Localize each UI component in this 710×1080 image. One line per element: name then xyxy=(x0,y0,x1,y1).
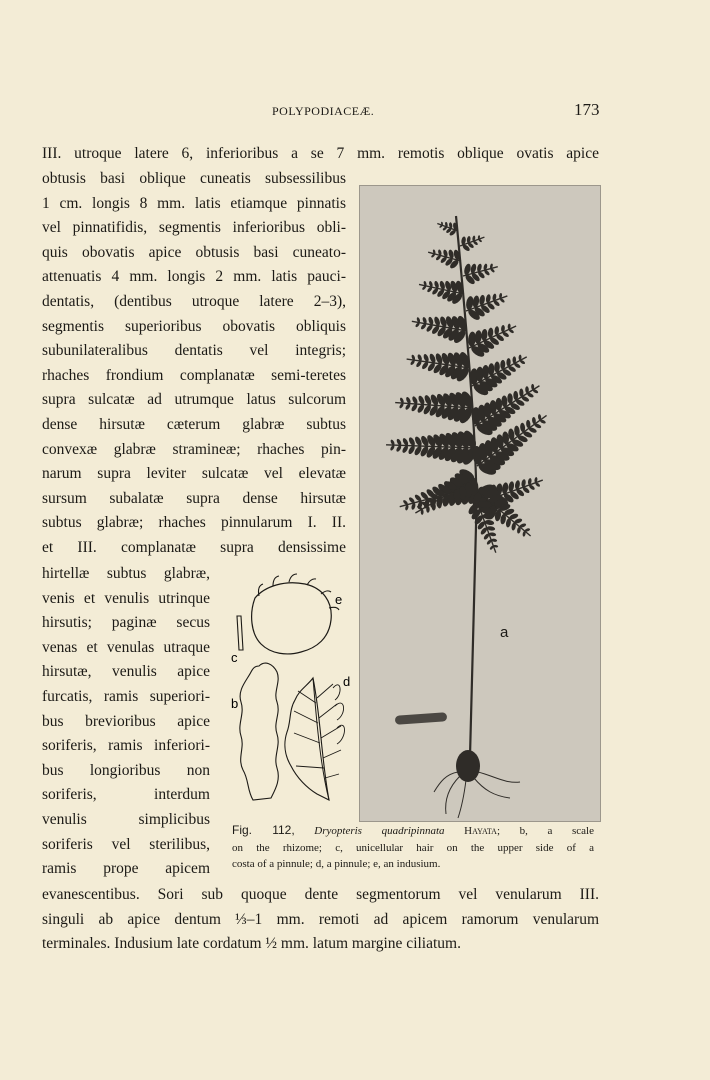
figure-caption-line-1 xyxy=(232,822,594,839)
text-line: quis obovatis apice obtusis basi cuneato- xyxy=(42,243,346,261)
text-line: rhaches frondium complanatæ semi-teretes xyxy=(42,366,346,384)
figure-caption-line-3: costa of a pinnule; d, a pinnule; e, an indusium. xyxy=(232,858,441,870)
text-line: segmentis superioribus obovatis obliquis xyxy=(42,317,346,335)
text-line: convexæ glabræ stramineæ; rhaches pin- xyxy=(42,440,346,458)
text-line: terminales. Indusium late cordatum ½ mm. latum margine ciliatum. xyxy=(42,935,461,953)
caption-rest: ; b, a scale xyxy=(496,825,594,837)
text-line: furcatis, ramis superiori- xyxy=(42,688,210,705)
text-line: hirtellæ subtus glabræ, xyxy=(42,565,210,582)
figure-caption-line-2: on the rhizome; c, unicellular hair on the upper side of a xyxy=(232,842,594,854)
text-line: venulis simplicibus xyxy=(42,811,210,828)
figure-number: Fig. 112, xyxy=(232,823,295,837)
text-line: dentatis, (dentibus utroque latere 2–3), xyxy=(42,293,346,310)
indusium-drawing xyxy=(252,583,332,654)
text-line: subtus glabræ; rhaches pinnularum I. II. xyxy=(42,514,346,532)
text-line: obtusis basi oblique cuneatis subsessilibus xyxy=(42,170,346,187)
species-author: Hayata xyxy=(464,825,497,837)
fern-photo-plate xyxy=(359,185,601,822)
text-line: subunilateralibus dentatis vel integris; xyxy=(42,342,346,360)
hair-drawing xyxy=(237,616,243,650)
text-line: ramis prope apicem xyxy=(42,860,210,878)
text-line: et III. complanatæ supra densissime xyxy=(42,539,346,556)
text-line: dense hirsutæ cæterum glabræ subtus xyxy=(42,416,346,433)
detail-drawings xyxy=(225,568,355,813)
text-line: bus brevioribus apice xyxy=(42,712,210,730)
page-number: 173 xyxy=(574,100,600,119)
figure-label-c: c xyxy=(231,650,238,665)
text-line: soriferis, interdum xyxy=(42,786,210,804)
text-line: III. utroque latere 6, inferioribus a se 7 mm. remotis oblique ovatis apice xyxy=(42,145,599,162)
text-line: narum supra leviter sulcatæ vel elevatæ xyxy=(42,465,346,483)
text-line: hirsutis; paginæ secus xyxy=(42,614,210,632)
text-line: sursum subalatæ supra dense hirsutæ xyxy=(42,489,346,507)
figure-label-e: e xyxy=(335,592,343,607)
pinnule-drawing xyxy=(285,678,329,800)
scale-drawing xyxy=(240,663,278,800)
text-line: attenuatis 4 mm. longis 2 mm. latis pauci- xyxy=(42,268,346,286)
text-line: vel pinnatifidis, segmentis inferioribus obli- xyxy=(42,219,346,237)
running-head: POLYPODIACEÆ. xyxy=(272,104,375,118)
text-line: venas et venulas utraque xyxy=(42,638,210,656)
text-line: singuli ab apice dentum ⅓–1 mm. remoti ad apicem ramorum venularum xyxy=(42,910,599,928)
species-name: Dryopteris quadripinnata xyxy=(314,825,445,837)
text-line: supra sulcatæ ad utrumque latus sulcorum xyxy=(42,391,346,409)
figure-label-d: d xyxy=(343,674,351,689)
figure-label-a: a xyxy=(500,624,509,641)
text-line: hirsutæ, venulis apice xyxy=(42,663,210,681)
text-line: venis et venulis utrinque xyxy=(42,589,210,607)
fern-frond-illustration xyxy=(360,186,600,821)
text-line: soriferis, ramis inferiori- xyxy=(42,737,210,755)
text-line: evanescentibus. Sori sub quoque dente segmentorum vel venularum III. xyxy=(42,886,599,903)
text-line: 1 cm. longis 8 mm. latis etiamque pinnatis xyxy=(42,194,346,212)
text-line: soriferis vel sterilibus, xyxy=(42,835,210,853)
figure-label-b: b xyxy=(231,696,239,711)
text-line: bus longioribus non xyxy=(42,761,210,779)
